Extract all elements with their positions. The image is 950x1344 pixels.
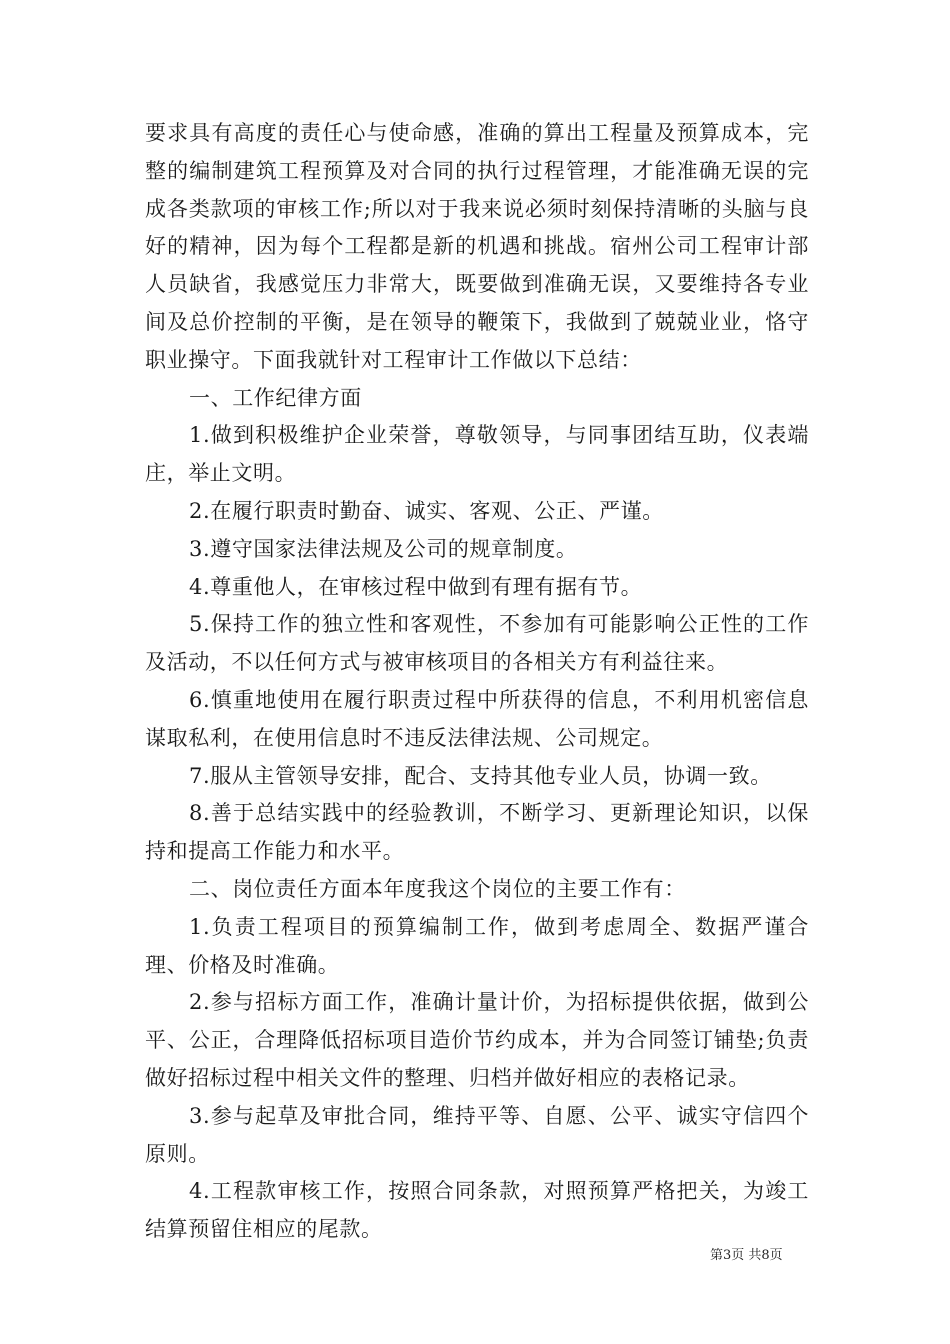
- section-heading-responsibility: 二、岗位责任方面本年度我这个岗位的主要工作有：: [189, 876, 686, 901]
- list-item: 3.参与起草及审批合同，维持平等、自愿、公平、诚实守信四个原则。: [145, 1103, 809, 1166]
- list-item: 1.负责工程项目的预算编制工作，做到考虑周全、数据严谨合理、价格及时准确。: [145, 914, 809, 977]
- section-heading-discipline: 一、工作纪律方面: [189, 385, 362, 410]
- list-item: 7.服从主管领导安排，配合、支持其他专业人员，协调一致。: [189, 763, 772, 788]
- list-item: 6.慎重地使用在履行职责过程中所获得的信息，不利用机密信息谋取私利，在使用信息时不违反法律法规、公司规定。: [145, 687, 809, 750]
- list-item: 4.工程款审核工作，按照合同条款，对照预算严格把关，为竣工结算预留住相应的尾款。: [145, 1179, 809, 1242]
- page-number-footer: 第3页 共8页: [710, 1248, 783, 1263]
- document-body: [145, 115, 809, 1249]
- list-item: 4.尊重他人，在审核过程中做到有理有据有节。: [189, 574, 643, 599]
- list-item: 2.参与招标方面工作，准确计量计价，为招标提供依据，做到公平、公正，合理降低招标项目造价节约成本，并为合同签订铺垫;负责做好招标过程中相关文件的整理、归档并做好相应的表格记录。: [145, 990, 809, 1090]
- list-item: 5.保持工作的独立性和客观性，不参加有可能影响公正性的工作及活动，不以任何方式与被审核项目的各相关方有利益往来。: [145, 612, 809, 675]
- list-item: 3.遵守国家法律法规及公司的规章制度。: [189, 536, 578, 561]
- list-item: 1.做到积极维护企业荣誉，尊敬领导，与同事团结互助，仪表端庄，举止文明。: [145, 423, 809, 486]
- paragraph-intro: 要求具有高度的责任心与使命感，准确的算出工程量及预算成本，完整的编制建筑工程预算及对合同的执行过程管理，才能准确无误的完成各类款项的审核工作;所以对于我来说必须时刻保持清晰的头脑与良好的精神，因为每个工程都是新的机遇和挑战。宿州公司工程审计部人员缺省，我感觉压力非常大，既要做到准确无误，又要维持各专业间及总价控制的平衡，是在领导的鞭策下，我做到了兢兢业业，恪守职业操守。下面我就针对工程审计工作做以下总结：: [145, 121, 809, 372]
- list-item: 2.在履行职责时勤奋、诚实、客观、公正、严谨。: [189, 498, 664, 523]
- list-item: 8.善于总结实践中的经验教训，不断学习、更新理论知识，以保持和提高工作能力和水平。: [145, 801, 809, 864]
